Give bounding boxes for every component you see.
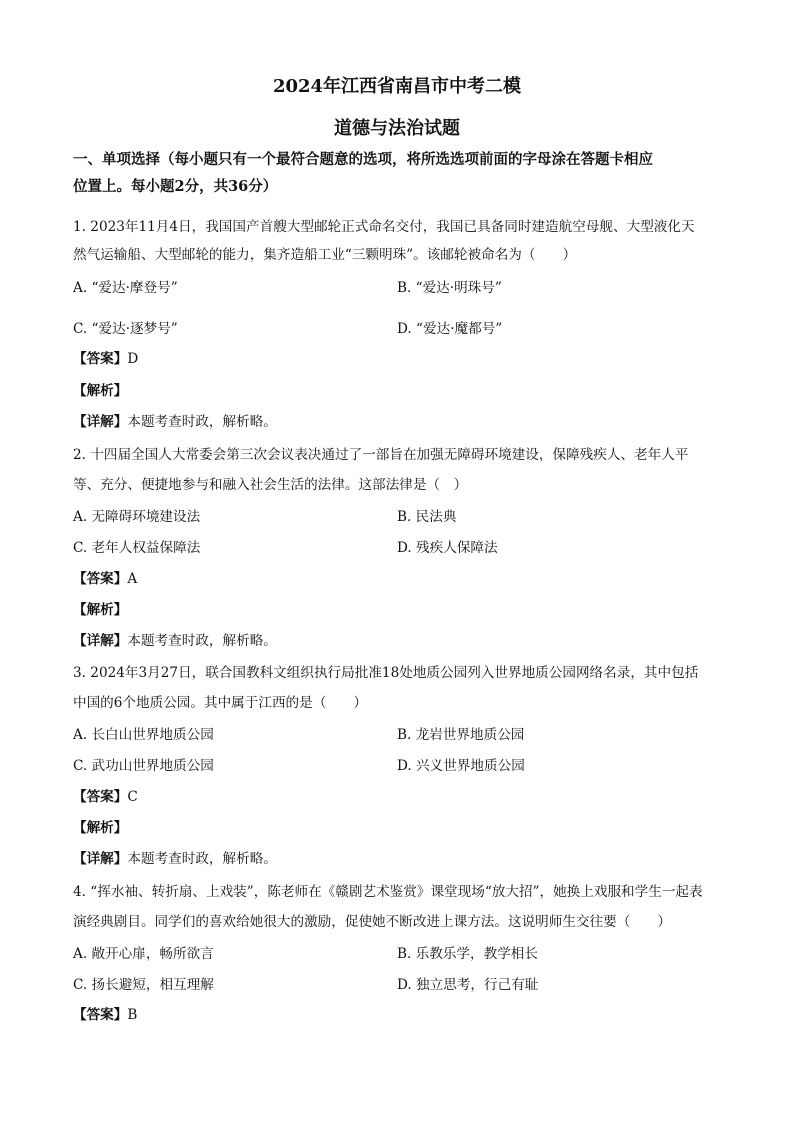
answer-row <box>73 567 137 587</box>
answer-value: B <box>127 1007 138 1023</box>
answer-value: C <box>127 789 138 805</box>
detail-row <box>73 847 277 867</box>
section-heading <box>73 146 723 200</box>
option-d: D. 独立思考，行己有耻 <box>397 977 539 993</box>
question-stem-line: 中国的6个地质公园。其中属于江西的是（ ） <box>73 695 368 711</box>
question-stem-line: 等、充分、便捷地参与和融入社会生活的法律。这部法律是（ ） <box>73 477 468 493</box>
analysis-label: 【解析】 <box>73 602 128 618</box>
exam-title: 2024年江西省南昌市中考二模 <box>272 76 522 97</box>
option-c: C. “爱达·逐梦号” <box>73 321 178 337</box>
answer-row <box>73 347 138 367</box>
question-stem-line: 3. 2024年3月27日，联合国教科文组织执行局批准18处地质公园列入世界地质公园网络名录，其中包括 <box>73 665 699 681</box>
detail-label: 【详解】 <box>73 414 128 430</box>
option-c: C. 老年人权益保障法 <box>73 540 201 556</box>
answer-row <box>73 785 138 805</box>
option-d: D. 兴义世界地质公园 <box>397 758 525 774</box>
answer-label: 【答案】 <box>73 351 128 367</box>
detail-text: 本题考查时政，解析略。 <box>127 851 277 867</box>
question-stem-line: 2. 十四届全国人大常委会第三次会议表决通过了一部旨在加强无障碍环境建设，保障残疾人、老年人平 <box>73 447 689 463</box>
detail-label: 【详解】 <box>73 851 128 867</box>
analysis-label: 【解析】 <box>73 820 128 836</box>
question-stem-line: 1. 2023年11月4日，我国国产首艘大型邮轮正式命名交付，我国已具备同时建造航空母舰、大型液化天 <box>73 219 695 235</box>
answer-value: D <box>127 351 139 367</box>
option-a: A. “爱达·摩登号” <box>73 280 178 296</box>
option-c: C. 武功山世界地质公园 <box>73 758 214 774</box>
option-b: B. “爱达·明珠号” <box>397 280 502 296</box>
detail-label: 【详解】 <box>73 633 128 649</box>
section-heading-line: 一、单项选择（每小题只有一个最符合题意的选项，将所选选项前面的字母涂在答题卡相应 <box>73 151 653 168</box>
answer-row <box>73 1003 137 1023</box>
analysis-row <box>73 598 127 618</box>
option-a: A. 敞开心扉，畅所欲言 <box>73 946 214 962</box>
analysis-row <box>73 379 127 399</box>
detail-text: 本题考查时政，解析略。 <box>127 414 277 430</box>
answer-label: 【答案】 <box>73 1007 128 1023</box>
answer-label: 【答案】 <box>73 789 128 805</box>
option-a: A. 长白山世界地质公园 <box>73 727 214 743</box>
option-b: B. 乐教乐学，教学相长 <box>397 946 538 962</box>
question-stem-line: 演经典剧目。同学们的喜欢给她很大的激励，促使她不断改进上课方法。这说明师生交往要（ ） <box>73 914 672 930</box>
option-b: B. 民法典 <box>397 509 457 525</box>
detail-row <box>73 410 277 430</box>
option-d: D. 残疾人保障法 <box>397 540 498 556</box>
question-stem-line: 4. “挥水袖、转折扇、上戏装”，陈老师在《赣剧艺术鉴赏》课堂现场“放大招”，她换上戏服和学生一起表 <box>73 884 703 900</box>
option-a: A. 无障碍环境建设法 <box>73 509 201 525</box>
analysis-row <box>73 816 127 836</box>
option-d: D. “爱达·魔都号” <box>397 321 503 337</box>
option-c: C. 扬长避短，相互理解 <box>73 977 214 993</box>
exam-subtitle: 道德与法治试题 <box>334 118 460 139</box>
answer-label: 【答案】 <box>73 571 128 587</box>
option-b: B. 龙岩世界地质公园 <box>397 727 525 743</box>
detail-text: 本题考查时政，解析略。 <box>127 633 277 649</box>
answer-value: A <box>127 571 138 587</box>
analysis-label: 【解析】 <box>73 383 128 399</box>
question-stem-line: 然气运输船、大型邮轮的能力，集齐造船工业“三颗明珠”。该邮轮被命名为（ ） <box>73 247 577 263</box>
detail-row <box>73 629 277 649</box>
section-heading-line: 位置上。每小题2分，共36分） <box>73 178 278 195</box>
